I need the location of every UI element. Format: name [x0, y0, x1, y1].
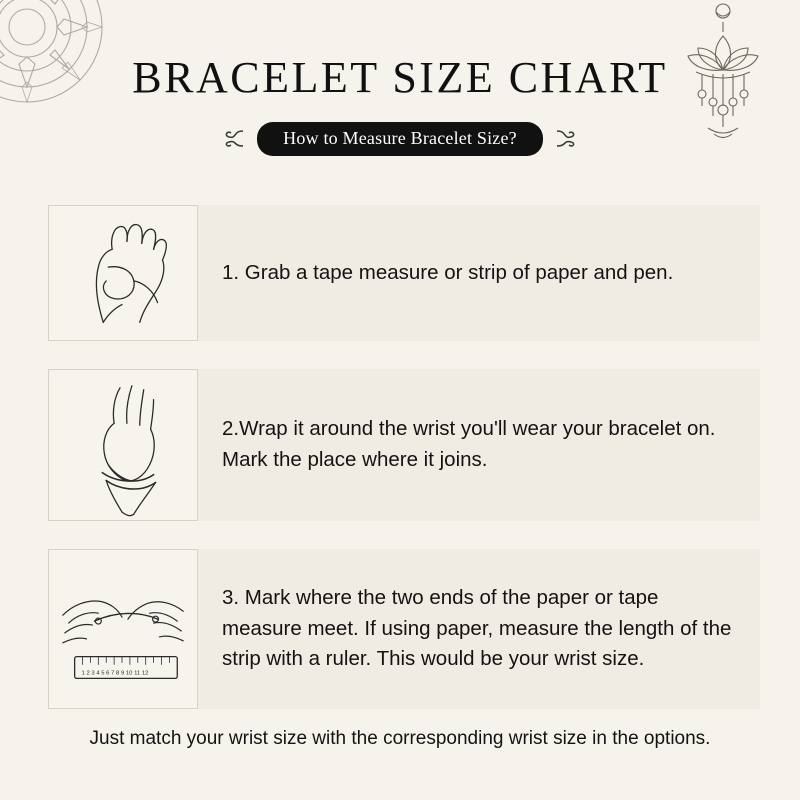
measuring-strip-with-ruler-illustration	[48, 549, 198, 709]
list-item	[48, 205, 760, 341]
wrist-wrapped-with-tape-illustration	[48, 369, 198, 521]
swirl-right-icon	[553, 126, 579, 152]
list-item	[48, 549, 760, 709]
steps-list	[48, 205, 760, 737]
swirl-left-icon	[221, 126, 247, 152]
footer-note: Just match your wrist size with the corresponding wrist size in the options.	[89, 728, 711, 749]
subtitle-pill: How to Measure Bracelet Size?	[257, 122, 543, 156]
step-text: 2.Wrap it around the wrist you'll wear your bracelet on. Mark the place where it joins.	[222, 417, 716, 471]
subtitle-row	[0, 122, 800, 156]
svg-text:1 2 3 4 5 6 7 8 9 10 11 12: 1 2 3 4 5 6 7 8 9 10 11 12	[81, 670, 149, 677]
step-text: 1. Grab a tape measure or strip of paper and pen.	[222, 260, 674, 284]
hand-with-tape-measure-illustration	[48, 205, 198, 341]
list-item	[48, 369, 760, 521]
page-title: BRACELET SIZE CHART	[132, 53, 668, 102]
step-text: 3. Mark where the two ends of the paper or tape measure meet. If using paper, measure the length of the strip with a ruler. This would be your wrist size.	[222, 585, 732, 671]
